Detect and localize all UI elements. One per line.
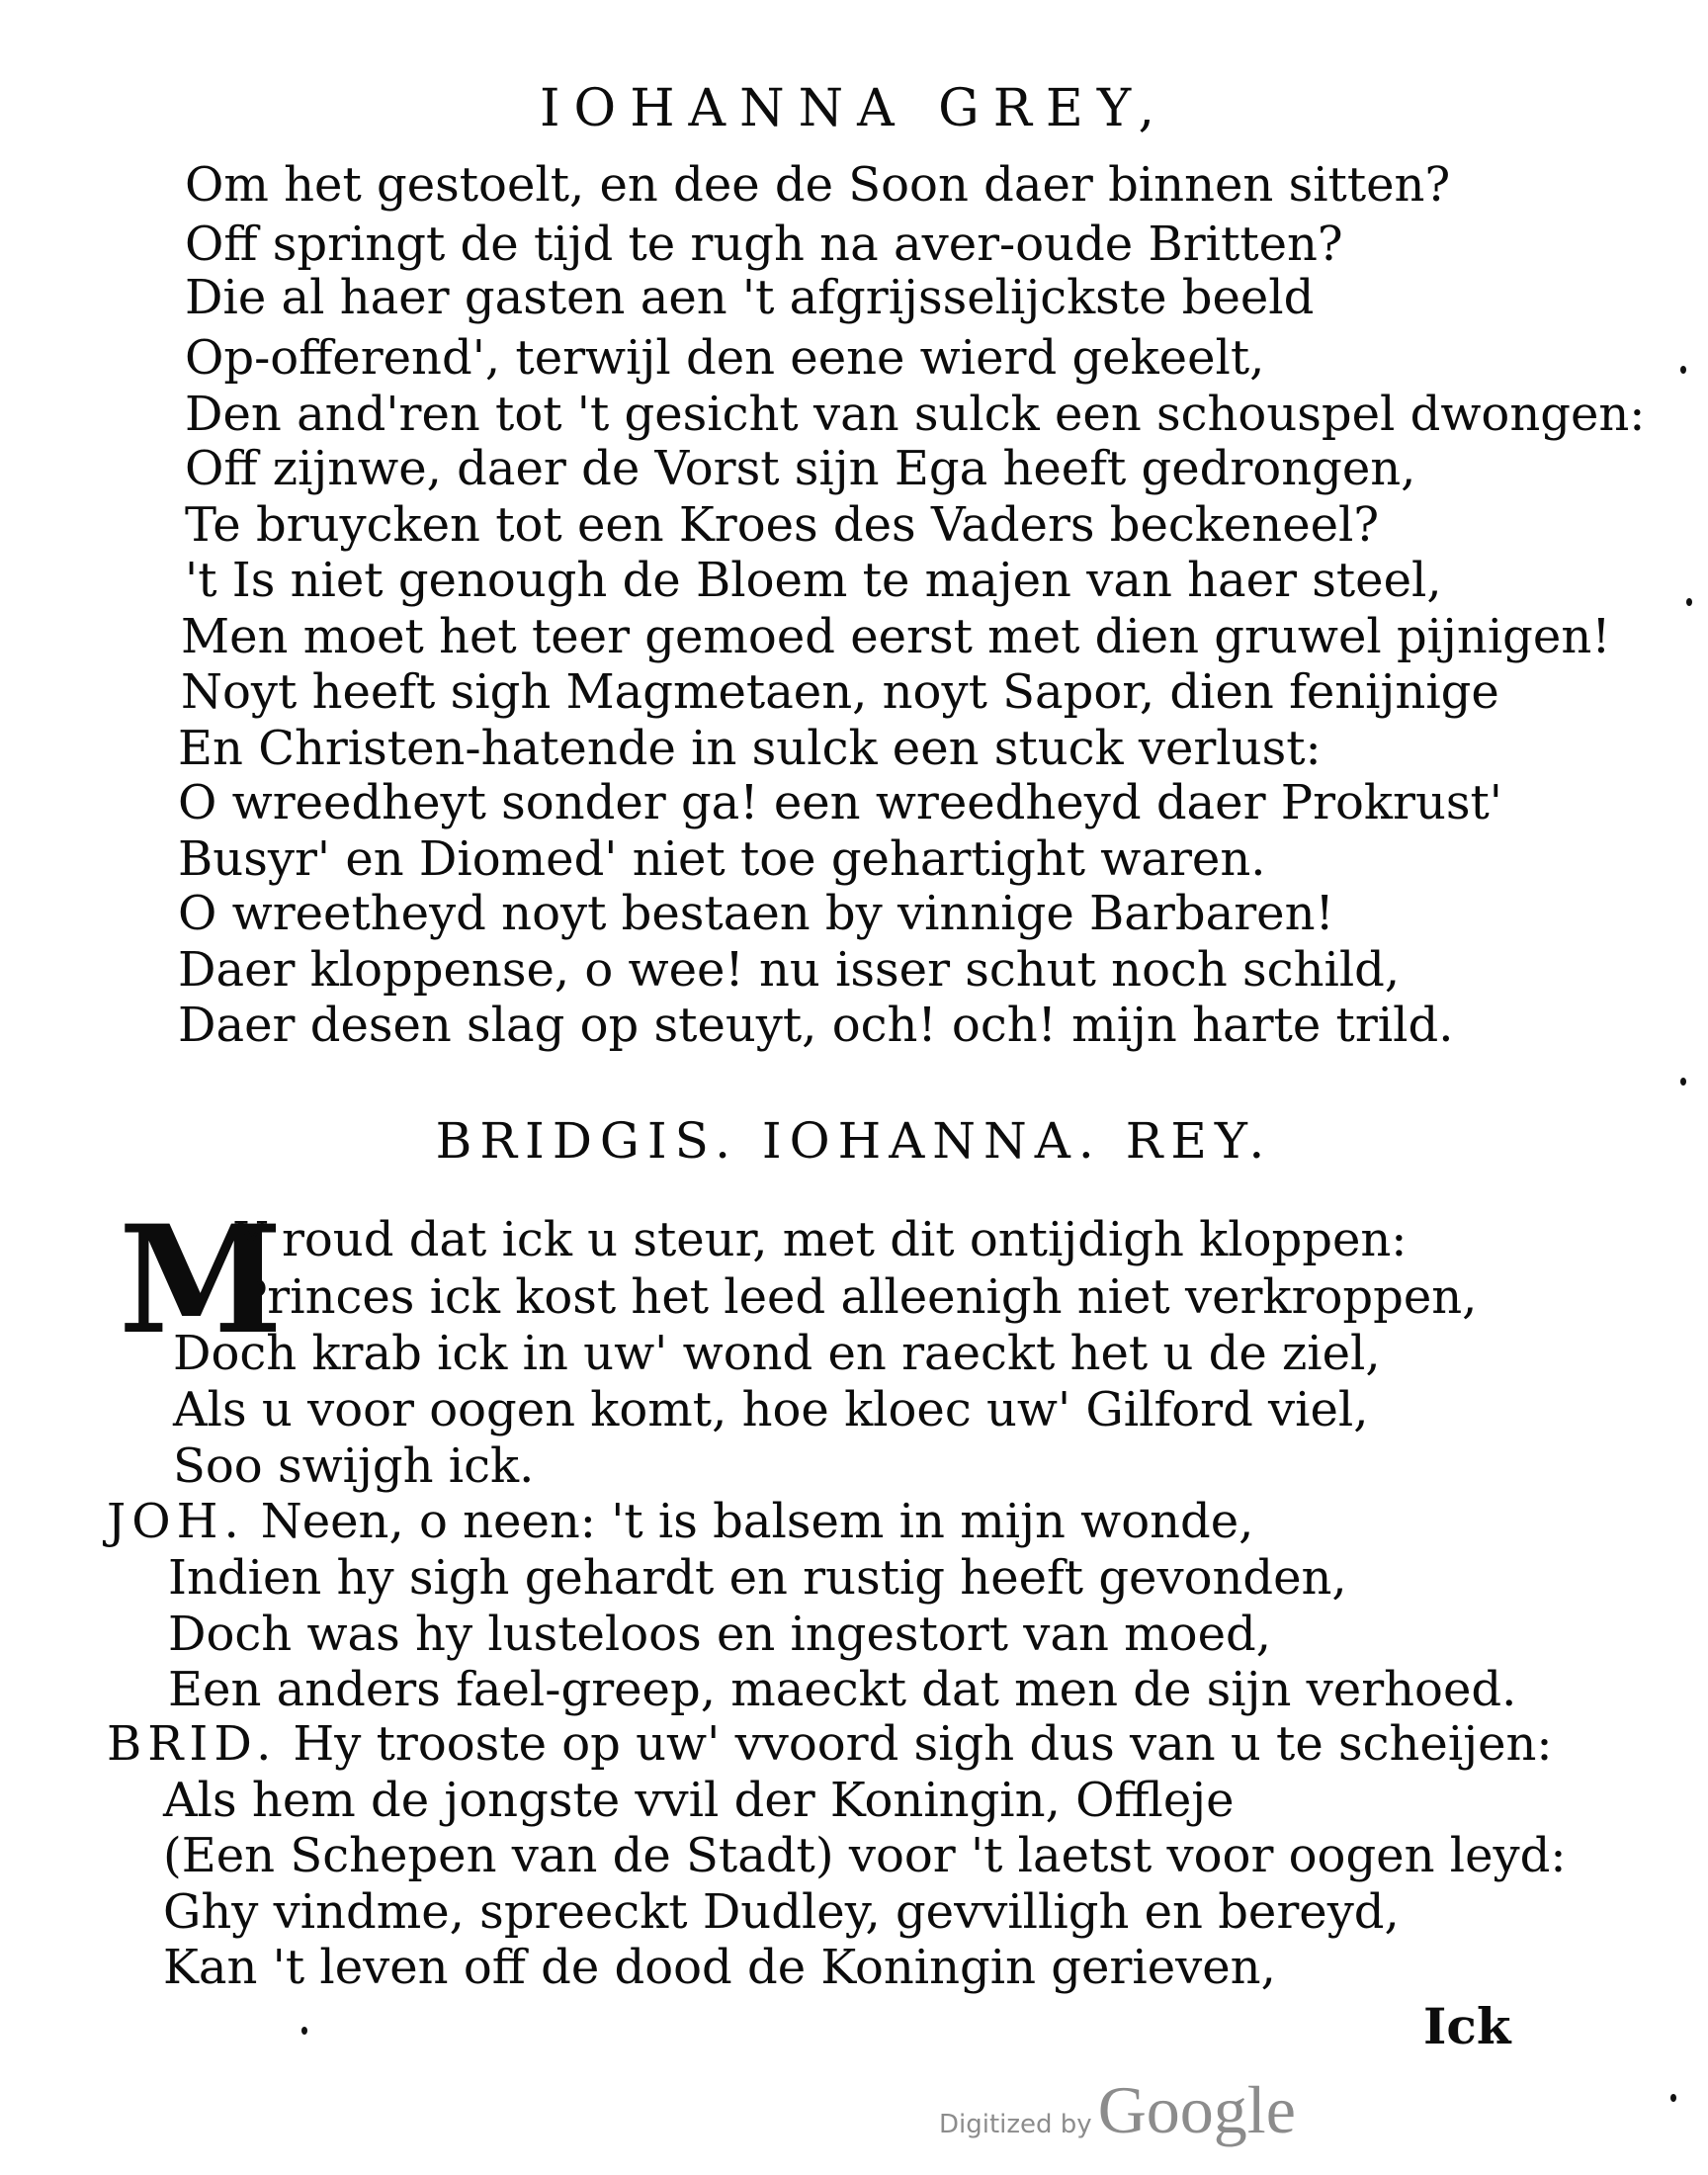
verse-line: Die al haer gasten aen 't afgrijsselijckste beeld bbox=[185, 270, 1315, 325]
scan-speck bbox=[1686, 598, 1692, 606]
verse-line: Op-offerend', terwijl den eene wierd gekeelt, bbox=[185, 330, 1265, 386]
verse-text: Hy trooste op uw' vvoord sigh dus van u te scheijen: bbox=[293, 1716, 1553, 1772]
verse-line: Soo swijgh ick. bbox=[173, 1438, 535, 1494]
verse-line: Doch krab ick in uw' wond en raeckt het u de ziel, bbox=[173, 1326, 1381, 1381]
verse-line: O wreetheyd noyt bestaen by vinnige Barbaren! bbox=[178, 886, 1334, 941]
verse-line: Daer kloppense, o wee! nu isser schut noch schild, bbox=[178, 942, 1401, 998]
verse-line: (Een Schepen van de Stadt) voor 't laetst voor oogen leyd: bbox=[163, 1828, 1567, 1883]
speaker-line bbox=[107, 1716, 1553, 1772]
verse-line: Y roud dat ick u steur, met dit ontijdigh kloppen: bbox=[235, 1212, 1408, 1267]
verse-line: 't Is niet genough de Bloem te majen van haer steel, bbox=[185, 553, 1442, 608]
verse-line: En Christen-hatende in sulck een stuck verlust: bbox=[178, 721, 1322, 776]
verse-line: Princes ick kost het leed alleenigh niet verkroppen, bbox=[235, 1269, 1478, 1325]
verse-text: Neen, o neen: 't is balsem in mijn wonde, bbox=[260, 1494, 1254, 1549]
verse-line: Kan 't leven off de dood de Koningin gerieven, bbox=[163, 1940, 1276, 1995]
speaker-name: BRID. bbox=[107, 1716, 278, 1772]
verse-line: Als hem de jongste vvil der Koningin, Offleje bbox=[163, 1773, 1235, 1828]
verse-line: Een anders fael-greep, maeckt dat men de sijn verhoed. bbox=[168, 1662, 1517, 1717]
verse-line: Off springt de tijd te rugh na aver-oude Britten? bbox=[185, 217, 1343, 272]
verse-line: Doch was hy lusteloos en ingestort van moed, bbox=[168, 1607, 1271, 1662]
drop-cap: M bbox=[119, 1193, 284, 1367]
scan-speck bbox=[1680, 1078, 1686, 1086]
verse-line: Daer desen slag op steuyt, och! och! mijn harte trild. bbox=[178, 998, 1454, 1053]
verse-line: Noyt heeft sigh Magmetaen, noyt Sapor, dien fenijnige bbox=[181, 664, 1499, 720]
verse-line: Off zijnwe, daer de Vorst sijn Ega heeft gedrongen, bbox=[185, 441, 1416, 496]
watermark-prefix: Digitized by bbox=[939, 2110, 1092, 2139]
speaker-name: JOH. bbox=[107, 1494, 245, 1549]
verse-line: O wreedheyt sonder ga! een wreedheyd daer Prokrust' bbox=[178, 775, 1502, 830]
watermark-brand: Google bbox=[1097, 2072, 1296, 2147]
running-head: IOHANNA GREY, bbox=[540, 79, 1168, 138]
verse-line: Busyr' en Diomed' niet toe gehartight waren. bbox=[178, 831, 1266, 887]
verse-line: Ghy vindme, spreeckt Dudley, gevvilligh en bereyd, bbox=[163, 1884, 1400, 1940]
scan-speck bbox=[301, 2027, 307, 2035]
verse-line: Indien hy sigh gehardt en rustig heeft gevonden, bbox=[168, 1550, 1347, 1606]
digitized-watermark bbox=[939, 2071, 1296, 2149]
verse-line: Den and'ren tot 't gesicht van sulck een schouspel dwongen: bbox=[185, 387, 1646, 442]
scan-speck bbox=[1670, 2094, 1676, 2102]
scan-speck bbox=[1680, 366, 1686, 374]
scene-heading: BRIDGIS. IOHANNA. REY. bbox=[435, 1112, 1273, 1170]
verse-line: Om het gestoelt, en dee de Soon daer binnen sitten? bbox=[185, 157, 1451, 213]
verse-line: Te bruycken tot een Kroes des Vaders beckeneel? bbox=[185, 497, 1380, 553]
catchword: Ick bbox=[1423, 1997, 1511, 2055]
speaker-line bbox=[107, 1494, 1254, 1549]
verse-line: Als u voor oogen komt, hoe kloec uw' Gilford viel, bbox=[173, 1382, 1369, 1437]
verse-line: Men moet het teer gemoed eerst met dien gruwel pijnigen! bbox=[181, 609, 1611, 664]
